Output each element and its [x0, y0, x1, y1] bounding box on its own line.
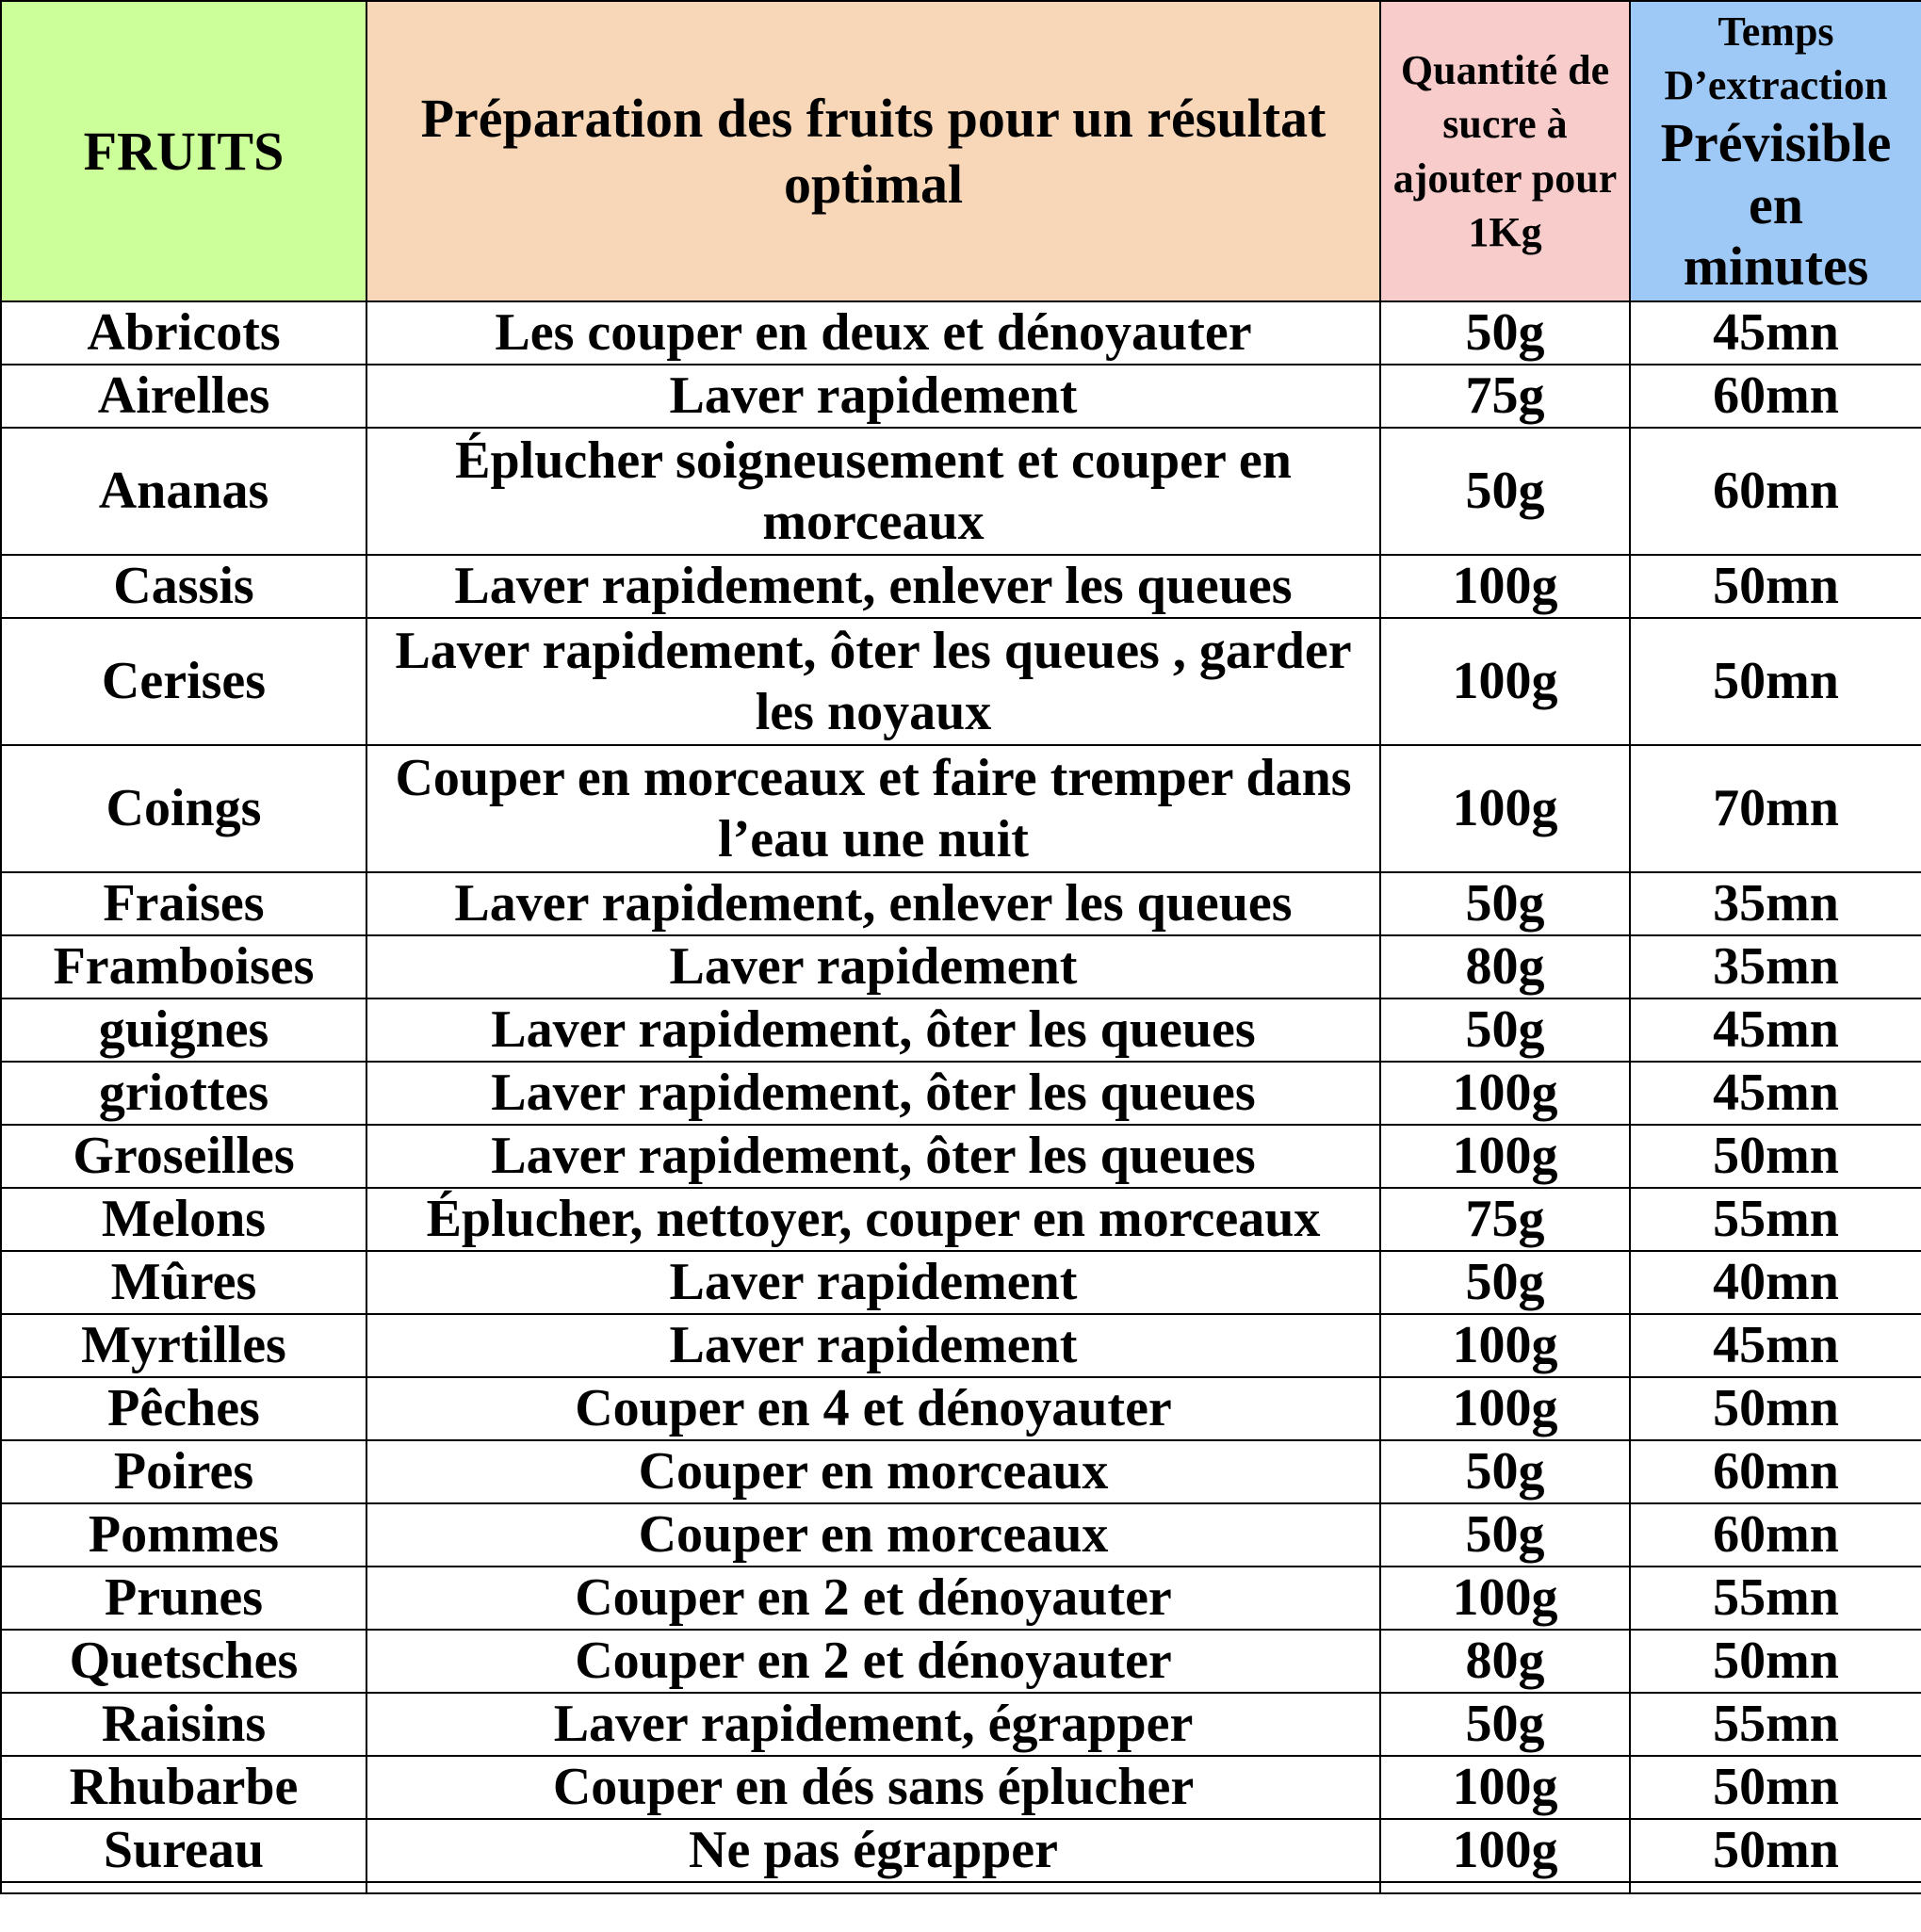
- time-cell: 50mn: [1630, 1756, 1921, 1819]
- table-row: [1, 998, 1921, 1062]
- time-cell: 50mn: [1630, 618, 1921, 745]
- fruit-cell: guignes: [1, 998, 366, 1062]
- table-row: [1, 1377, 1921, 1440]
- fruit-cell: Sureau: [1, 1819, 366, 1882]
- time-cell: 35mn: [1630, 935, 1921, 998]
- time-cell: 50mn: [1630, 1630, 1921, 1693]
- preparation-cell: Laver rapidement, enlever les queues: [366, 555, 1380, 618]
- preparation-cell: Les couper en deux et dénoyauter: [366, 301, 1380, 365]
- time-cell: 45mn: [1630, 301, 1921, 365]
- preparation-cell: Couper en 2 et dénoyauter: [366, 1567, 1380, 1630]
- sugar-cell: 80g: [1380, 935, 1630, 998]
- sugar-cell: 100g: [1380, 745, 1630, 872]
- time-cell: 40mn: [1630, 1251, 1921, 1314]
- sugar-cell: 100g: [1380, 1062, 1630, 1125]
- sugar-cell: 100g: [1380, 1567, 1630, 1630]
- time-cell: 55mn: [1630, 1693, 1921, 1756]
- fruit-cell: Pêches: [1, 1377, 366, 1440]
- preparation-cell: Éplucher, nettoyer, couper en morceaux: [366, 1188, 1380, 1251]
- preparation-cell: Laver rapidement, enlever les queues: [366, 872, 1380, 935]
- sugar-cell: 50g: [1380, 301, 1630, 365]
- header-extraction-time: [1630, 1, 1921, 301]
- header-fruits: FRUITS: [1, 1, 366, 301]
- time-cell: 50mn: [1630, 1377, 1921, 1440]
- table-row: [1, 1062, 1921, 1125]
- header-time-line-1: Temps: [1718, 8, 1834, 56]
- fruit-cell: Framboises: [1, 935, 366, 998]
- header-time-line-3: Prévisible: [1660, 112, 1892, 174]
- header-preparation: Préparation des fruits pour un résultat optimal: [366, 1, 1380, 301]
- preparation-cell: Ne pas égrapper: [366, 1819, 1380, 1882]
- preparation-cell: Laver rapidement: [366, 935, 1380, 998]
- preparation-cell: Laver rapidement: [366, 1314, 1380, 1377]
- preparation-cell: Laver rapidement, ôter les queues , garder les noyaux: [366, 618, 1380, 745]
- fruit-cell: Myrtilles: [1, 1314, 366, 1377]
- table-row: [1, 365, 1921, 428]
- time-cell: 50mn: [1630, 555, 1921, 618]
- header-row: [1, 1, 1921, 301]
- time-cell: 50mn: [1630, 1125, 1921, 1188]
- time-cell: 60mn: [1630, 1503, 1921, 1567]
- time-cell: 45mn: [1630, 998, 1921, 1062]
- fruit-cell: Cassis: [1, 555, 366, 618]
- table-row: [1, 428, 1921, 555]
- preparation-cell: Laver rapidement, égrapper: [366, 1693, 1380, 1756]
- preparation-cell: Laver rapidement, ôter les queues: [366, 1062, 1380, 1125]
- fruit-cell: Groseilles: [1, 1125, 366, 1188]
- fruit-cell: griottes: [1, 1062, 366, 1125]
- sugar-cell: 100g: [1380, 555, 1630, 618]
- sugar-cell: 100g: [1380, 1125, 1630, 1188]
- header-sugar-quantity: Quantité de sucre à ajouter pour 1Kg: [1380, 1, 1630, 301]
- time-cell: 55mn: [1630, 1567, 1921, 1630]
- table-row: [1, 745, 1921, 872]
- time-cell: 45mn: [1630, 1062, 1921, 1125]
- table-row: [1, 1567, 1921, 1630]
- sugar-cell: 50g: [1380, 998, 1630, 1062]
- fruit-cell: Raisins: [1, 1693, 366, 1756]
- time-cell: 60mn: [1630, 428, 1921, 555]
- fruit-cell: Poires: [1, 1440, 366, 1503]
- time-cell: 60mn: [1630, 365, 1921, 428]
- sugar-cell: 75g: [1380, 1188, 1630, 1251]
- sugar-cell: 50g: [1380, 1693, 1630, 1756]
- table-row: [1, 1251, 1921, 1314]
- table-row: [1, 1819, 1921, 1882]
- fruit-cell: Coings: [1, 745, 366, 872]
- preparation-cell: Laver rapidement: [366, 365, 1380, 428]
- header-time-line-5: minutes: [1683, 235, 1869, 298]
- time-cell: 60mn: [1630, 1440, 1921, 1503]
- table-row: [1, 1314, 1921, 1377]
- preparation-cell: Éplucher soigneusement et couper en morceaux: [366, 428, 1380, 555]
- fruit-cell: Mûres: [1, 1251, 366, 1314]
- fruit-cell: Pommes: [1, 1503, 366, 1567]
- header-time-line-4: en: [1749, 173, 1803, 235]
- sugar-cell: 80g: [1380, 1630, 1630, 1693]
- table-row: [1, 555, 1921, 618]
- fruit-cell: Fraises: [1, 872, 366, 935]
- table-row: [1, 1693, 1921, 1756]
- table-row: [1, 1630, 1921, 1693]
- time-cell: 35mn: [1630, 872, 1921, 935]
- time-cell: 55mn: [1630, 1188, 1921, 1251]
- table-row: [1, 618, 1921, 745]
- preparation-cell: Laver rapidement, ôter les queues: [366, 998, 1380, 1062]
- time-cell: 50mn: [1630, 1819, 1921, 1882]
- sugar-cell: 50g: [1380, 1503, 1630, 1567]
- fruit-cell: Ananas: [1, 428, 366, 555]
- sugar-cell: 50g: [1380, 428, 1630, 555]
- preparation-cell: Couper en 4 et dénoyauter: [366, 1377, 1380, 1440]
- table-row: [1, 301, 1921, 365]
- sugar-cell: 100g: [1380, 1377, 1630, 1440]
- fruit-cell: Rhubarbe: [1, 1756, 366, 1819]
- header-time-line-2: D’extraction: [1664, 62, 1888, 109]
- sugar-cell: 50g: [1380, 872, 1630, 935]
- preparation-cell: Couper en dés sans éplucher: [366, 1756, 1380, 1819]
- table-row: [1, 872, 1921, 935]
- table-row: [1, 1440, 1921, 1503]
- preparation-cell: Couper en morceaux: [366, 1440, 1380, 1503]
- sugar-cell: 75g: [1380, 365, 1630, 428]
- preparation-cell: Couper en 2 et dénoyauter: [366, 1630, 1380, 1693]
- sugar-cell: 50g: [1380, 1251, 1630, 1314]
- sugar-cell: 100g: [1380, 1819, 1630, 1882]
- preparation-cell: Laver rapidement: [366, 1251, 1380, 1314]
- table-row: [1, 1503, 1921, 1567]
- preparation-cell: Couper en morceaux: [366, 1503, 1380, 1567]
- preparation-cell: Couper en morceaux et faire tremper dans l’eau une nuit: [366, 745, 1380, 872]
- table-row: [1, 935, 1921, 998]
- fruit-cell: Quetsches: [1, 1630, 366, 1693]
- fruit-cell: Abricots: [1, 301, 366, 365]
- time-cell: 45mn: [1630, 1314, 1921, 1377]
- time-cell: 70mn: [1630, 745, 1921, 872]
- fruit-cell: Airelles: [1, 365, 366, 428]
- table-row: [1, 1188, 1921, 1251]
- sugar-cell: 100g: [1380, 1314, 1630, 1377]
- sugar-cell: 100g: [1380, 1756, 1630, 1819]
- fruit-cell: Melons: [1, 1188, 366, 1251]
- table-row: [1, 1125, 1921, 1188]
- fruit-cell: Cerises: [1, 618, 366, 745]
- sugar-cell: 50g: [1380, 1440, 1630, 1503]
- sugar-cell: 100g: [1380, 618, 1630, 745]
- table-row: [1, 1756, 1921, 1819]
- preparation-cell: Laver rapidement, ôter les queues: [366, 1125, 1380, 1188]
- table-row-cut-off: [1, 1882, 1921, 1893]
- fruit-cell: Prunes: [1, 1567, 366, 1630]
